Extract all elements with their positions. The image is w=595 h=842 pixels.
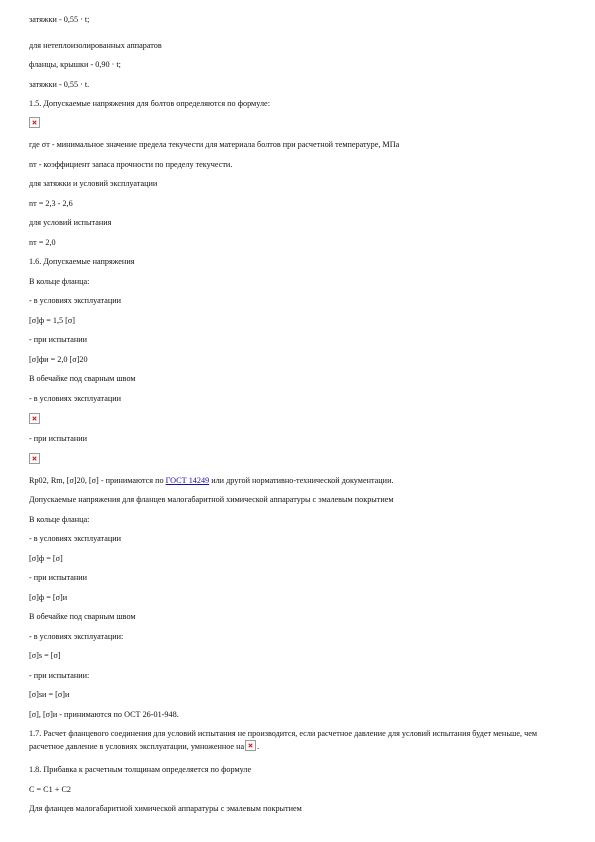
- text-line: В обечайке под сварным швом: [29, 612, 136, 621]
- text-line: [29, 475, 567, 486]
- text-line: Допускаемые напряжения для фланцев малогабаритной химической аппаратуры с эмалевым покрытием: [29, 495, 394, 504]
- text-line: для затяжки и условий эксплуатации: [29, 179, 158, 188]
- formula-line: C = C1 + C2: [29, 785, 71, 794]
- formula-line: [σ]фи = 2,0 [σ]20: [29, 355, 88, 364]
- text-line: nт - коэффициент запаса прочности по пределу текучести.: [29, 160, 233, 169]
- text-line: В обечайке под сварным швом: [29, 374, 136, 383]
- formula-line: [σ]ф = [σ]и: [29, 593, 68, 602]
- formula-line: [σ]sи = [σ]и: [29, 690, 70, 699]
- section-heading: 1.5. Допускаемые напряжения для болтов определяются по формуле:: [29, 99, 270, 108]
- text-fragment: .: [257, 742, 260, 751]
- text-line: - в условиях эксплуатации: [29, 534, 122, 543]
- text-line: - в условиях эксплуатации: [29, 296, 122, 305]
- broken-image-icon: [29, 413, 40, 424]
- text-line: - при испытании: [29, 573, 88, 582]
- text-line: - в условиях эксплуатации:: [29, 632, 124, 641]
- text-line: - при испытании:: [29, 671, 90, 680]
- text-line: - при испытании: [29, 335, 88, 344]
- section-heading: 1.8. Прибавка к расчетным толщинам определяется по формуле: [29, 765, 252, 774]
- text-line: для условий испытания: [29, 218, 112, 227]
- text-line: - в условиях эксплуатации: [29, 394, 122, 403]
- text-line: для нетеплоизолированных аппаратов: [29, 41, 162, 50]
- text-line: В кольце фланца:: [29, 277, 90, 286]
- text-line: затяжки - 0,55 · t.: [29, 80, 90, 89]
- text-line: [σ], [σ]и - принимаются по ОСТ 26-01-948.: [29, 710, 179, 719]
- formula-line: [σ]ф = 1,5 [σ]: [29, 316, 76, 325]
- text-fragment: или другой нормативно-технической документации.: [211, 476, 394, 485]
- text-line: затяжки - 0,55 · t;: [29, 15, 90, 24]
- paragraph: [29, 728, 567, 753]
- text-fragment: 1.7. Расчет фланцевого соединения для условий испытания не производится, если расчетное давление для условий испытания будет меньше, чем расчетное давление в условиях эксплуатации, умноженное на: [29, 729, 538, 751]
- broken-image-icon: [29, 453, 40, 464]
- text-line: В кольце фланца:: [29, 515, 90, 524]
- text-line: - при испытании: [29, 434, 88, 443]
- formula-line: [σ]ф = [σ]: [29, 554, 63, 563]
- text-fragment: Rp02, Rm, [σ]20, [σ] - принимаются по: [29, 476, 164, 485]
- text-line: Для фланцев малогабаритной химической аппаратуры с эмалевым покрытием: [29, 804, 302, 813]
- section-heading: 1.6. Допускаемые напряжения: [29, 257, 135, 266]
- broken-image-icon: [245, 740, 256, 751]
- text-line: nт = 2,3 - 2,6: [29, 199, 73, 208]
- text-line: nт = 2,0: [29, 238, 56, 247]
- formula-line: [σ]s = [σ]: [29, 651, 61, 660]
- broken-image-icon: [29, 117, 40, 128]
- text-line: где σт - минимальное значение предела текучести для материала болтов при расчетной температуре, МПа: [29, 140, 400, 149]
- gost-link[interactable]: ГОСТ 14249: [165, 476, 210, 485]
- text-line: фланцы, крышки - 0,90 · t;: [29, 60, 121, 69]
